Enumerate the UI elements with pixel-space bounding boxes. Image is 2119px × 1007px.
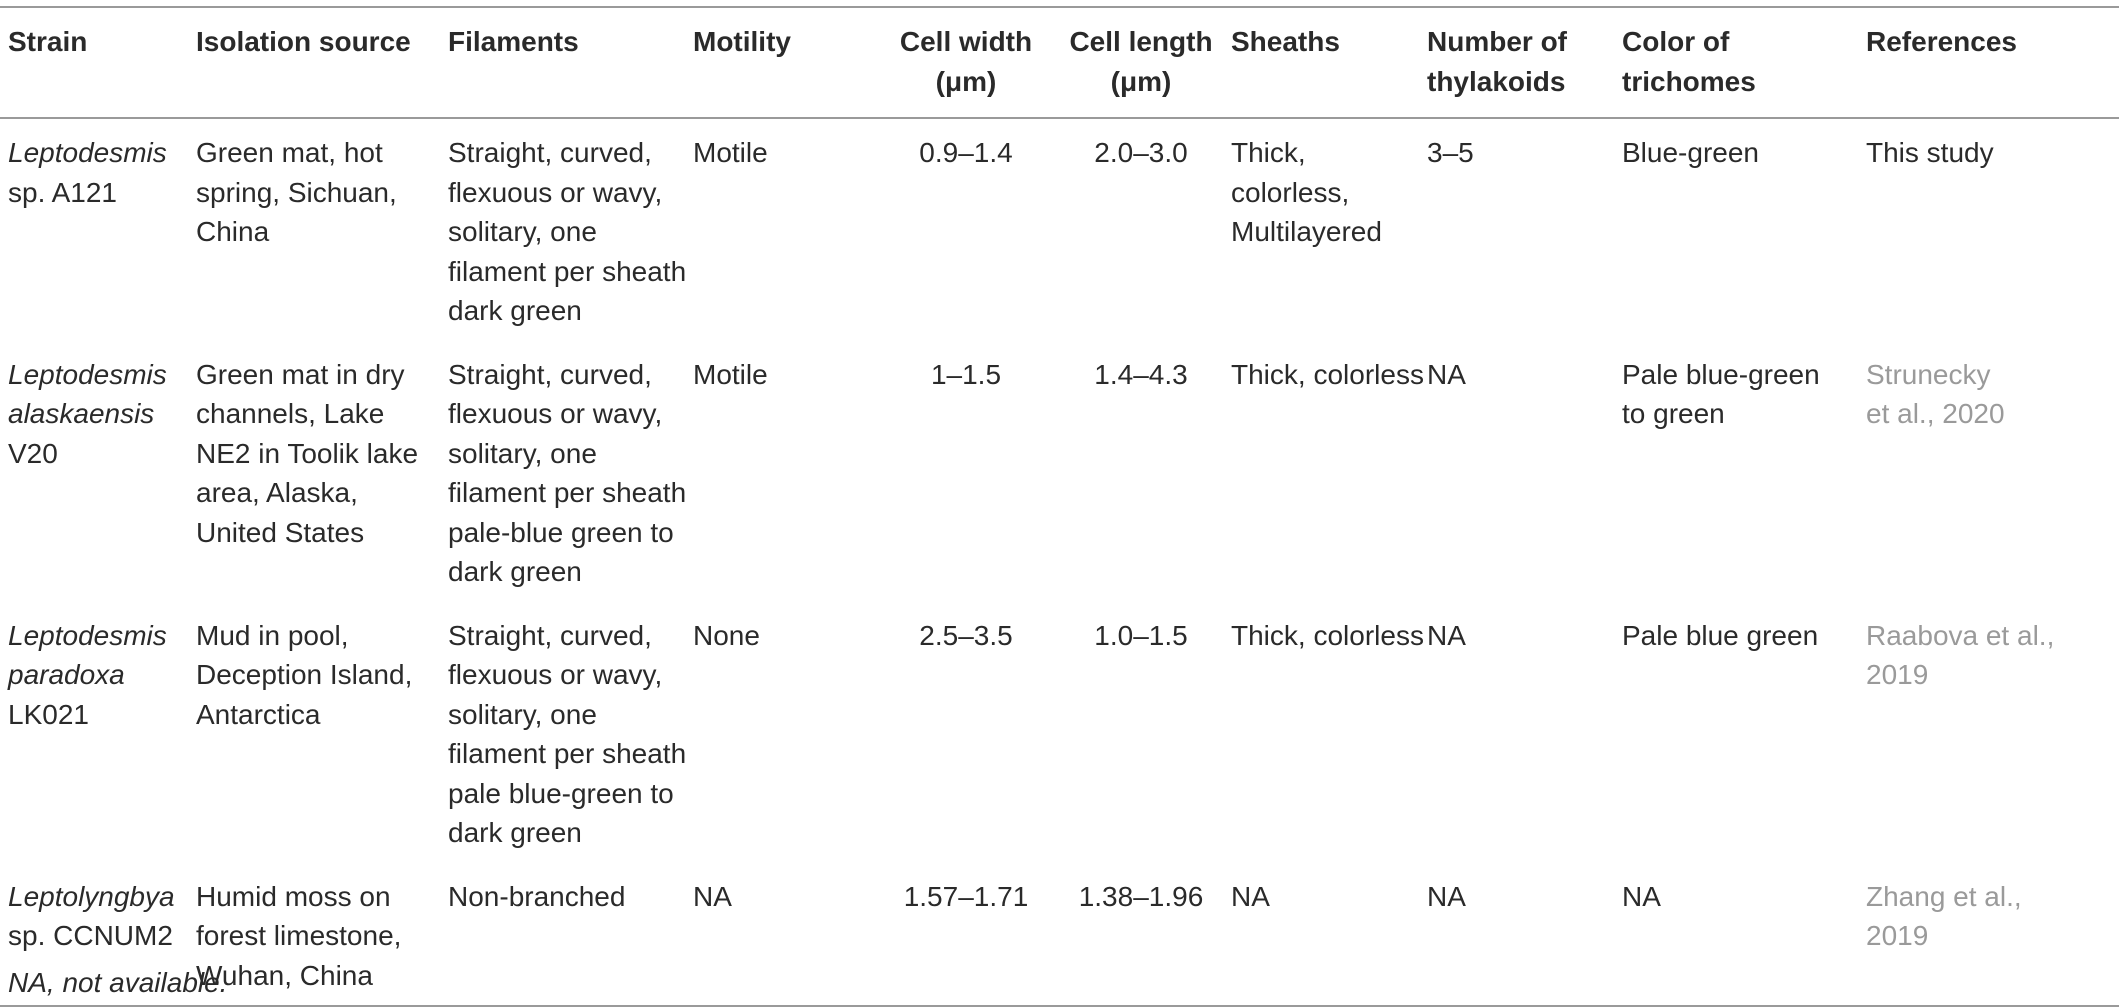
strain-cell xyxy=(0,118,196,341)
table-row xyxy=(0,602,2119,863)
header-row xyxy=(0,7,2119,118)
trichome-color-cell: NA xyxy=(1622,880,1661,912)
strain-cell xyxy=(0,602,196,863)
thylakoids-cell: NA xyxy=(1427,880,1466,912)
header-filaments: Filaments xyxy=(448,26,579,57)
thylakoids-cell: NA xyxy=(1427,358,1466,390)
header-strain: Strain xyxy=(8,26,88,57)
sheaths-cell: NA xyxy=(1231,880,1270,912)
isolation-source-cell: Humid moss on forest limestone, Wuhan, China xyxy=(196,880,402,991)
filaments-cell: Straight, curved, flexuous or wavy, solitary, one filament per sheath dark green xyxy=(448,137,687,326)
reference-link[interactable]: Raabova et al., 2019 xyxy=(1866,619,2055,690)
header-cell-width: Cell width (μm) xyxy=(899,26,1033,97)
sheaths-cell: Thick, colorless xyxy=(1231,358,1424,390)
filaments-cell: Straight, curved, flexuous or wavy, solitary, one filament per sheath pale blue-green to dark green xyxy=(448,619,687,848)
header-thylakoids: Number of thylakoids xyxy=(1427,26,1567,97)
cell-width-cell: 0.9–1.4 xyxy=(919,137,1013,168)
sheaths-cell: Thick, colorless, Multilayered xyxy=(1231,137,1382,247)
cell-length-cell: 2.0–3.0 xyxy=(1094,137,1188,168)
motility-cell: None xyxy=(693,619,760,651)
motility-cell: Motile xyxy=(693,358,768,390)
isolation-source-cell: Mud in pool, Deception Island, Antarctica xyxy=(196,619,413,730)
cell-length-cell: 1.4–4.3 xyxy=(1094,358,1188,390)
reference-link[interactable]: Zhang et al., 2019 xyxy=(1866,880,2022,951)
header-isolation-source: Isolation source xyxy=(196,26,411,57)
table-row xyxy=(0,341,2119,602)
strain-id: sp. CCNUM2 xyxy=(8,920,173,951)
sheaths-cell: Thick, colorless xyxy=(1231,619,1424,651)
trichome-color-cell: Pale blue green xyxy=(1622,619,1819,651)
header-sheaths: Sheaths xyxy=(1231,26,1340,57)
cell-width-cell: 1–1.5 xyxy=(930,358,1002,390)
isolation-source-cell: Green mat, hot spring, Sichuan, China xyxy=(196,137,397,247)
strain-genus: Leptodesmis xyxy=(8,619,167,651)
trichome-color-cell: Pale blue-green to green xyxy=(1622,358,1820,429)
filaments-cell: Straight, curved, flexuous or wavy, solitary, one filament per sheath pale-blue green to dark green xyxy=(448,358,687,587)
filaments-cell: Non-branched xyxy=(448,880,626,912)
header-motility: Motility xyxy=(693,26,791,57)
cell-width-cell: 2.5–3.5 xyxy=(919,619,1013,651)
strain-id: V20 xyxy=(8,437,58,469)
table-row xyxy=(0,118,2119,341)
strain-genus: Leptodesmis xyxy=(8,137,167,168)
strain-genus: Leptolyngbya xyxy=(8,880,175,912)
header-cell-length: Cell length (μm) xyxy=(1069,26,1213,97)
reference-link[interactable]: Strunecky et al., 2020 xyxy=(1866,358,2005,429)
isolation-source-cell: Green mat in dry channels, Lake NE2 in Toolik lake area, Alaska, United States xyxy=(196,358,419,548)
motility-cell: NA xyxy=(693,880,732,912)
strain-species: alaskaensis xyxy=(8,398,155,429)
motility-cell: Motile xyxy=(693,137,768,168)
reference-cell: This study xyxy=(1866,137,1994,168)
table-row xyxy=(0,863,2119,1007)
trichome-color-cell: Blue-green xyxy=(1622,137,1759,168)
cell-length-cell: 1.0–1.5 xyxy=(1094,619,1188,651)
cell-length-cell: 1.38–1.96 xyxy=(1078,880,1204,912)
strain-id: LK021 xyxy=(8,698,89,730)
thylakoids-cell: 3–5 xyxy=(1427,137,1474,168)
table-footnote: NA, not available. xyxy=(8,967,228,998)
header-trichome-color: Color of trichomes xyxy=(1622,26,1756,97)
strain-genus: Leptodesmis xyxy=(8,358,167,390)
strain-cell xyxy=(0,341,196,602)
header-references: References xyxy=(1866,26,2017,57)
cell-width-cell: 1.57–1.71 xyxy=(903,880,1029,912)
strain-id: sp. A121 xyxy=(8,176,117,208)
strain-species: paradoxa xyxy=(8,659,125,690)
thylakoids-cell: NA xyxy=(1427,619,1466,651)
strain-comparison-table xyxy=(0,6,2119,1007)
